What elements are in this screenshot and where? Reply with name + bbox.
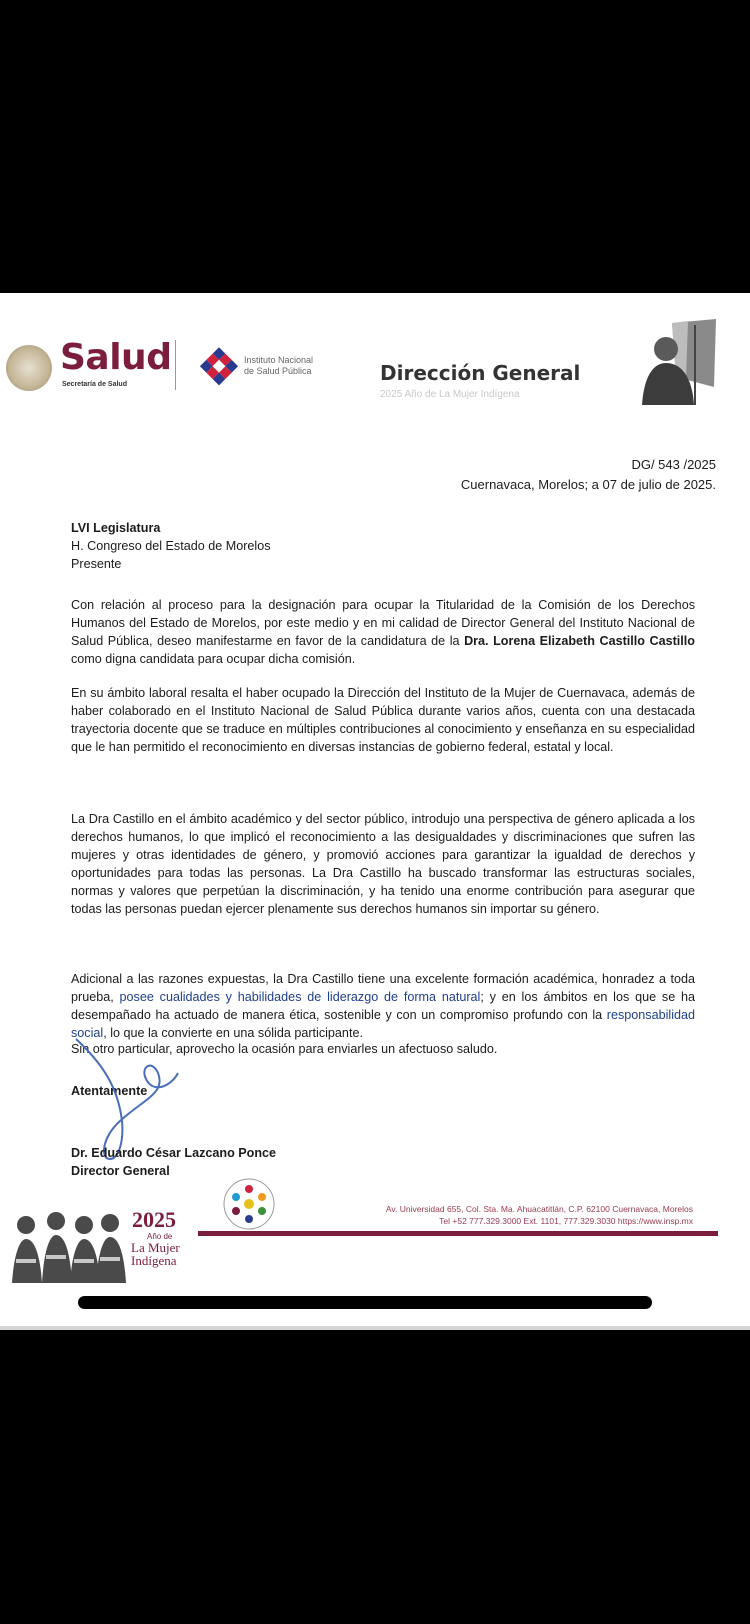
letterhead [0,293,750,413]
letter-page [0,293,750,1328]
circular-emblem-icon [222,1177,276,1231]
mexico-seal-icon [6,345,52,391]
recipient-line-3: Presente [71,557,122,571]
insp-logo-icon [198,346,240,388]
indigenous-woman-flag-icon [632,317,718,405]
salud-logo-subtitle: Secretaría de Salud [62,381,127,388]
paragraph-2: En su ámbito laboral resalta el haber ocupado la Dirección del Instituto de la Mujer de Cuernavaca, además de haber colaborado en el Instituto Nacional de Salud Pública durante varios años, cuenta con una destacada trayectoria docente que se traduce en múltiples contribuciones al conocimiento y enseñanza en su especialidad que le han permitido el reconocimiento en diversas instancias de gobierno federal, estatal y local. [71,686,695,754]
insp-logo-text: Instituto Nacional de Salud Pública [244,355,314,376]
paragraph-1: Con relación al proceso para la designación para ocupar la Titularidad de la Comisión de los Derechos Humanos del Estado de Morelos, por este medio y en mi calidad de Director General del Instituto Nacional de Salud Pública, deseo manifestarme en favor de la candidatura de la Dra. Lorena Elizabeth Castillo Castillo como digna candidata para ocupar dicha comisión. [71,598,695,666]
logo-divider [175,340,176,390]
highlight-social-responsibility: responsabilidad social [71,1008,695,1040]
highlight-leadership: posee cualidades y habilidades de liderazgo de forma natural [119,990,481,1004]
horizontal-scrollbar[interactable] [78,1296,652,1309]
year-motto: 2025 Año de La Mujer Indígena [380,389,520,400]
closing: Atentamente [71,1084,148,1098]
bottom-divider [0,1326,750,1330]
candidate-name: Dra. Lorena Elizabeth Castillo Castillo [464,634,695,648]
footer-year: 2025 [132,1207,176,1232]
recipient-line-1: LVI Legislatura [71,521,161,535]
recipient-line-2: H. Congreso del Estado de Morelos [71,539,271,553]
footer-mujer-indigena: La Mujer Indígena [131,1240,180,1268]
footer-address: Av. Universidad 655, Col. Sta. Ma. Ahuacatitlán, C.P. 62100 Cuernavaca, Morelos Tel +52 777.329.3000 Ext. 1101, 777.329.3030 https://www.insp.mx [385,1204,693,1226]
paragraph-4: Adicional a las razones expuestas, la Dra Castillo tiene una excelente formación académica, honradez a toda prueba, posee cualidades y habilidades de liderazgo de forma natural; y en los ámbitos en los que se ha desempañado ha actuado de manera ética, sostenible y con un compromiso profundo con la responsabilidad social, lo que la convierte en una sólida participante. [71,972,696,1040]
salud-logo: Salud [60,337,172,378]
place-and-date: Cuernavaca, Morelos; a 07 de julio de 2025. [460,477,716,492]
direccion-general-title: Dirección General [380,361,581,385]
signer-title: Director General [71,1164,170,1178]
footer-bar [198,1231,718,1236]
indigenous-women-illustration-icon [8,1203,128,1283]
paragraph-3: La Dra Castillo en el ámbito académico y del sector público, introdujo una perspectiva de género aplicada a los derechos humanos, lo que implicó el reconocimiento a las desigualdades y discriminaciones que sufren las mujeres y otras identidades de género, y promovió acciones para garantizar la igualdad de derechos y oportunidades para todas las personas. La Dra Castillo ha buscado transformar las estructuras sociales, normas y valores que perpetúan la discriminación, y ha tenido una enorme contribución para asegurar que todas las personas puedan ejercer plenamente sus derechos humanos sin importar su género. [71,812,695,916]
reference-number: DG/ 543 /2025 [631,457,716,472]
footer-ano-de: Año de [147,1232,173,1241]
signer-name: Dr. Eduardo César Lazcano Ponce [71,1146,277,1160]
paragraph-5: Sin otro particular, aprovecho la ocasión para enviarles un afectuoso saludo. [71,1042,498,1056]
